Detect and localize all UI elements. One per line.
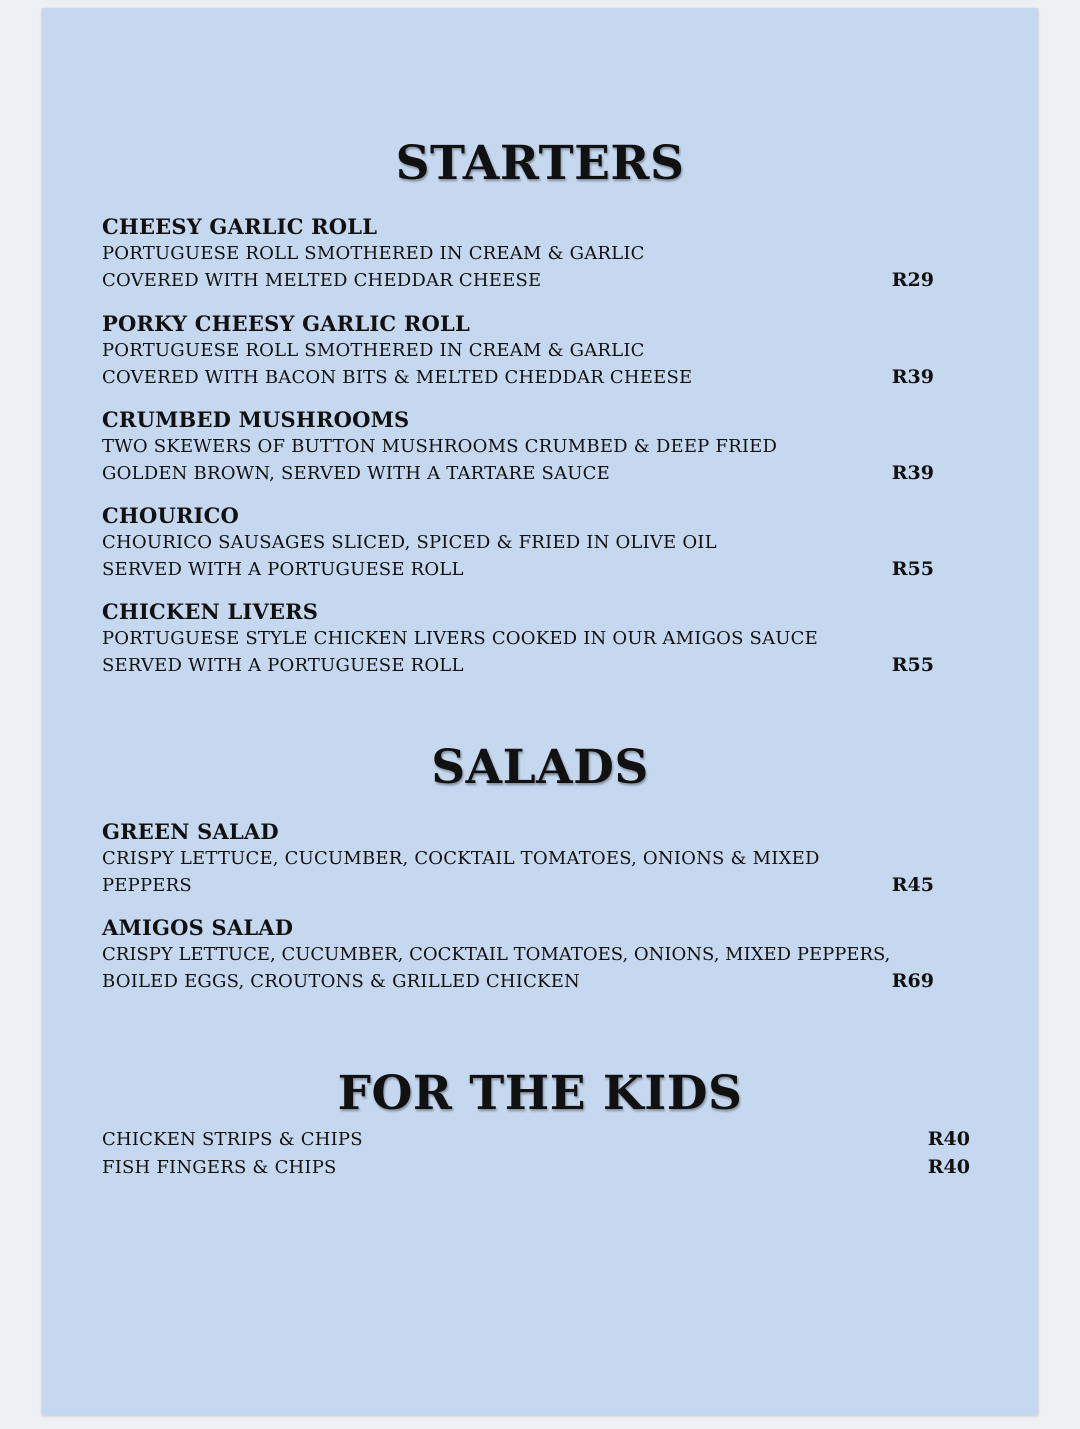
section-title-salads: SALADS — [431, 740, 649, 795]
menu-item-porky-cheesy-garlic-roll — [102, 310, 1002, 391]
item-description-line-1: PORTUGUESE STYLE CHICKEN LIVERS COOKED IN OUR AMIGOS SAUCE — [102, 628, 818, 649]
item-description-line-1: TWO SKEWERS OF BUTTON MUSHROOMS CRUMBED & DEEP FRIED — [102, 436, 778, 457]
section-title-starters: STARTERS — [395, 136, 685, 191]
item-price: R39 — [891, 462, 934, 484]
item-description-line-1: PORTUGUESE ROLL SMOTHERED IN CREAM & GARLIC — [102, 340, 645, 361]
item-description-line-2: COVERED WITH MELTED CHEDDAR CHEESE — [102, 270, 542, 291]
menu-item-fish-fingers-chips — [102, 1154, 970, 1182]
item-name: CHOURICO — [102, 503, 240, 528]
item-price: R39 — [891, 366, 934, 388]
item-description-line-2: COVERED WITH BACON BITS & MELTED CHEDDAR CHEESE — [102, 367, 693, 388]
menu-item-cheesy-garlic-roll — [102, 213, 1002, 294]
menu-item-green-salad — [102, 818, 1002, 899]
menu-item-amigos-salad — [102, 914, 1002, 995]
item-name: PORKY CHEESY GARLIC ROLL — [102, 311, 470, 336]
item-description-line-1: CRISPY LETTUCE, CUCUMBER, COCKTAIL TOMATOES, ONIONS & MIXED — [102, 848, 820, 869]
section-title-kids: FOR THE KIDS — [337, 1066, 743, 1121]
item-description-line-2: SERVED WITH A PORTUGUESE ROLL — [102, 655, 464, 676]
item-price: R45 — [891, 874, 934, 896]
item-price: R55 — [891, 558, 934, 580]
menu-item-chicken-strips-chips — [102, 1126, 970, 1154]
item-description-line-2: BOILED EGGS, CROUTONS & GRILLED CHICKEN — [102, 971, 580, 992]
item-name: CHICKEN STRIPS & CHIPS — [102, 1129, 363, 1150]
item-description-line-2: PEPPERS — [102, 875, 192, 896]
item-name: CHICKEN LIVERS — [102, 599, 319, 624]
item-description-line-2: GOLDEN BROWN, SERVED WITH A TARTARE SAUCE — [102, 463, 610, 484]
item-description-line-2: SERVED WITH A PORTUGUESE ROLL — [102, 559, 464, 580]
item-description-line-1: CRISPY LETTUCE, CUCUMBER, COCKTAIL TOMATOES, ONIONS, MIXED PEPPERS, — [102, 944, 891, 965]
item-description-line-1: CHOURICO SAUSAGES SLICED, SPICED & FRIED IN OLIVE OIL — [102, 532, 717, 553]
menu-page — [42, 8, 1038, 1415]
item-price: R69 — [891, 970, 934, 992]
item-price: R55 — [891, 654, 934, 676]
item-name: CRUMBED MUSHROOMS — [102, 407, 410, 432]
item-price: R40 — [927, 1156, 970, 1178]
item-name: FISH FINGERS & CHIPS — [102, 1157, 337, 1178]
menu-item-chicken-livers — [102, 598, 1002, 679]
menu-item-chourico — [102, 502, 1002, 583]
item-name: AMIGOS SALAD — [102, 915, 294, 940]
item-name: CHEESY GARLIC ROLL — [102, 214, 378, 239]
item-name: GREEN SALAD — [102, 819, 279, 844]
item-price: R29 — [891, 269, 934, 291]
menu-item-crumbed-mushrooms — [102, 406, 1002, 487]
item-description-line-1: PORTUGUESE ROLL SMOTHERED IN CREAM & GARLIC — [102, 243, 645, 264]
item-price: R40 — [927, 1128, 970, 1150]
